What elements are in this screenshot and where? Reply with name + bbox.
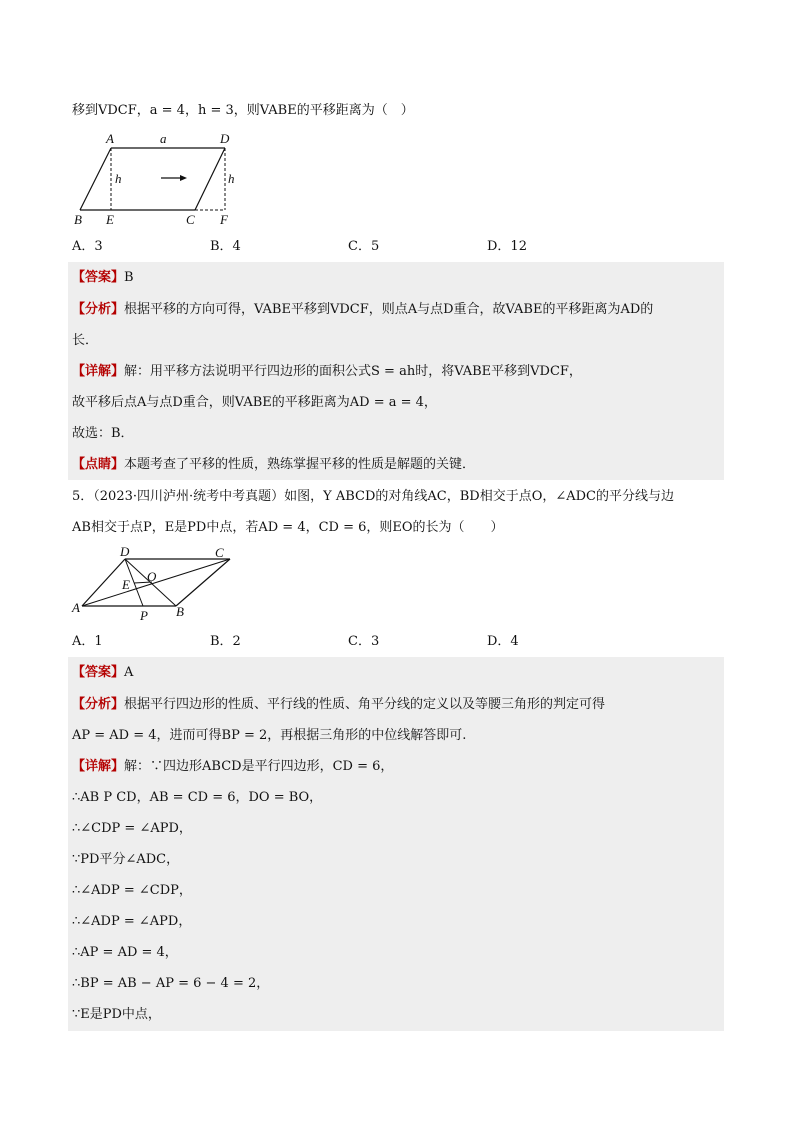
fig2-label-A: A	[72, 600, 80, 615]
q4-analysis-line1: 【分析】根据平移的方向可得，VABE平移到VDCF，则点A与点D重合，故VABE的平移距离为AD的	[72, 302, 654, 317]
fig1-label-C: C	[186, 212, 195, 227]
fig2-label-B: B	[176, 604, 184, 619]
q4-detail-line1: 【详解】解：用平移方法说明平行四边形的面积公式S = ah时，将VABE平移到VDCF，	[72, 364, 582, 379]
q5-detail-line3: ∴∠CDP = ∠APD，	[72, 821, 192, 836]
q5-answer: 【答案】A	[72, 665, 134, 680]
fig1-label-F: F	[220, 212, 228, 227]
q4-comment: 【点睛】本题考查了平移的性质，熟练掌握平移的性质是解题的关键．	[72, 457, 476, 472]
fig2-label-P: P	[140, 608, 148, 623]
fig2-label-C: C	[215, 545, 224, 560]
q5-option-d[interactable]: D．4	[487, 634, 519, 649]
q4-detail-line2: 故平移后点A与点D重合，则VABE的平移距离为AD = a = 4，	[72, 395, 437, 410]
fig2-label-O: O	[147, 569, 157, 584]
q4-analysis-line2: 长．	[72, 333, 99, 348]
q5-option-c[interactable]: C．3	[348, 634, 380, 649]
fig1-label-h-right: h	[228, 171, 235, 186]
q4-figure	[70, 128, 250, 230]
q4-answer: 【答案】B	[72, 270, 134, 285]
q5-detail-line8: ∴BP = AB − AP = 6 − 4 = 2，	[72, 976, 270, 991]
q5-detail-line9: ∵E是PD中点，	[72, 1007, 161, 1022]
q4-option-a[interactable]: A．3	[72, 239, 103, 254]
fig1-label-A: A	[106, 131, 114, 146]
q5-detail-line2: ∴AB P CD，AB = CD = 6，DO = BO，	[72, 790, 323, 805]
q5-detail-line7: ∴AP = AD = 4，	[72, 945, 178, 960]
fig1-label-h-left: h	[115, 171, 122, 186]
q5-option-a[interactable]: A．1	[72, 634, 103, 649]
q5-option-b[interactable]: B．2	[210, 634, 241, 649]
q4-detail-line3: 故选：B．	[72, 426, 134, 441]
q5-analysis-line1: 【分析】根据平行四边形的性质、平行线的性质、角平分线的定义以及等腰三角形的判定可得	[72, 697, 606, 712]
q5-detail-line1: 【详解】解：∵四边形ABCD是平行四边形，CD = 6，	[72, 759, 394, 774]
fig1-label-B: B	[74, 212, 82, 227]
q5-detail-line6: ∴∠ADP = ∠APD，	[72, 914, 192, 929]
q5-figure	[70, 544, 240, 624]
fig1-label-E: E	[106, 212, 114, 227]
q4-stem: 移到VDCF，a = 4，h = 3，则VABE的平移距离为（ ）	[72, 103, 414, 118]
q5-stem-line2: AB相交于点P，E是PD中点，若AD = 4，CD = 6，则EO的长为（ ）	[72, 520, 504, 535]
fig2-label-D: D	[120, 544, 130, 559]
q4-option-d[interactable]: D．12	[487, 239, 527, 254]
q5-detail-line4: ∵PD平分∠ADC，	[72, 852, 180, 867]
fig1-label-D: D	[220, 131, 230, 146]
q4-option-b[interactable]: B．4	[210, 239, 241, 254]
fig1-label-a: a	[160, 131, 167, 146]
q5-detail-line5: ∴∠ADP = ∠CDP，	[72, 883, 192, 898]
q5-stem-line1: 5．（2023·四川泸州·统考中考真题）如图，Y ABCD的对角线AC，BD相交于点O，∠ADC的平分线与边	[72, 489, 675, 504]
q4-option-c[interactable]: C．5	[348, 239, 380, 254]
fig2-label-E: E	[122, 577, 130, 592]
q5-analysis-line2: AP = AD = 4，进而可得BP = 2，再根据三角形的中位线解答即可.	[72, 728, 467, 743]
